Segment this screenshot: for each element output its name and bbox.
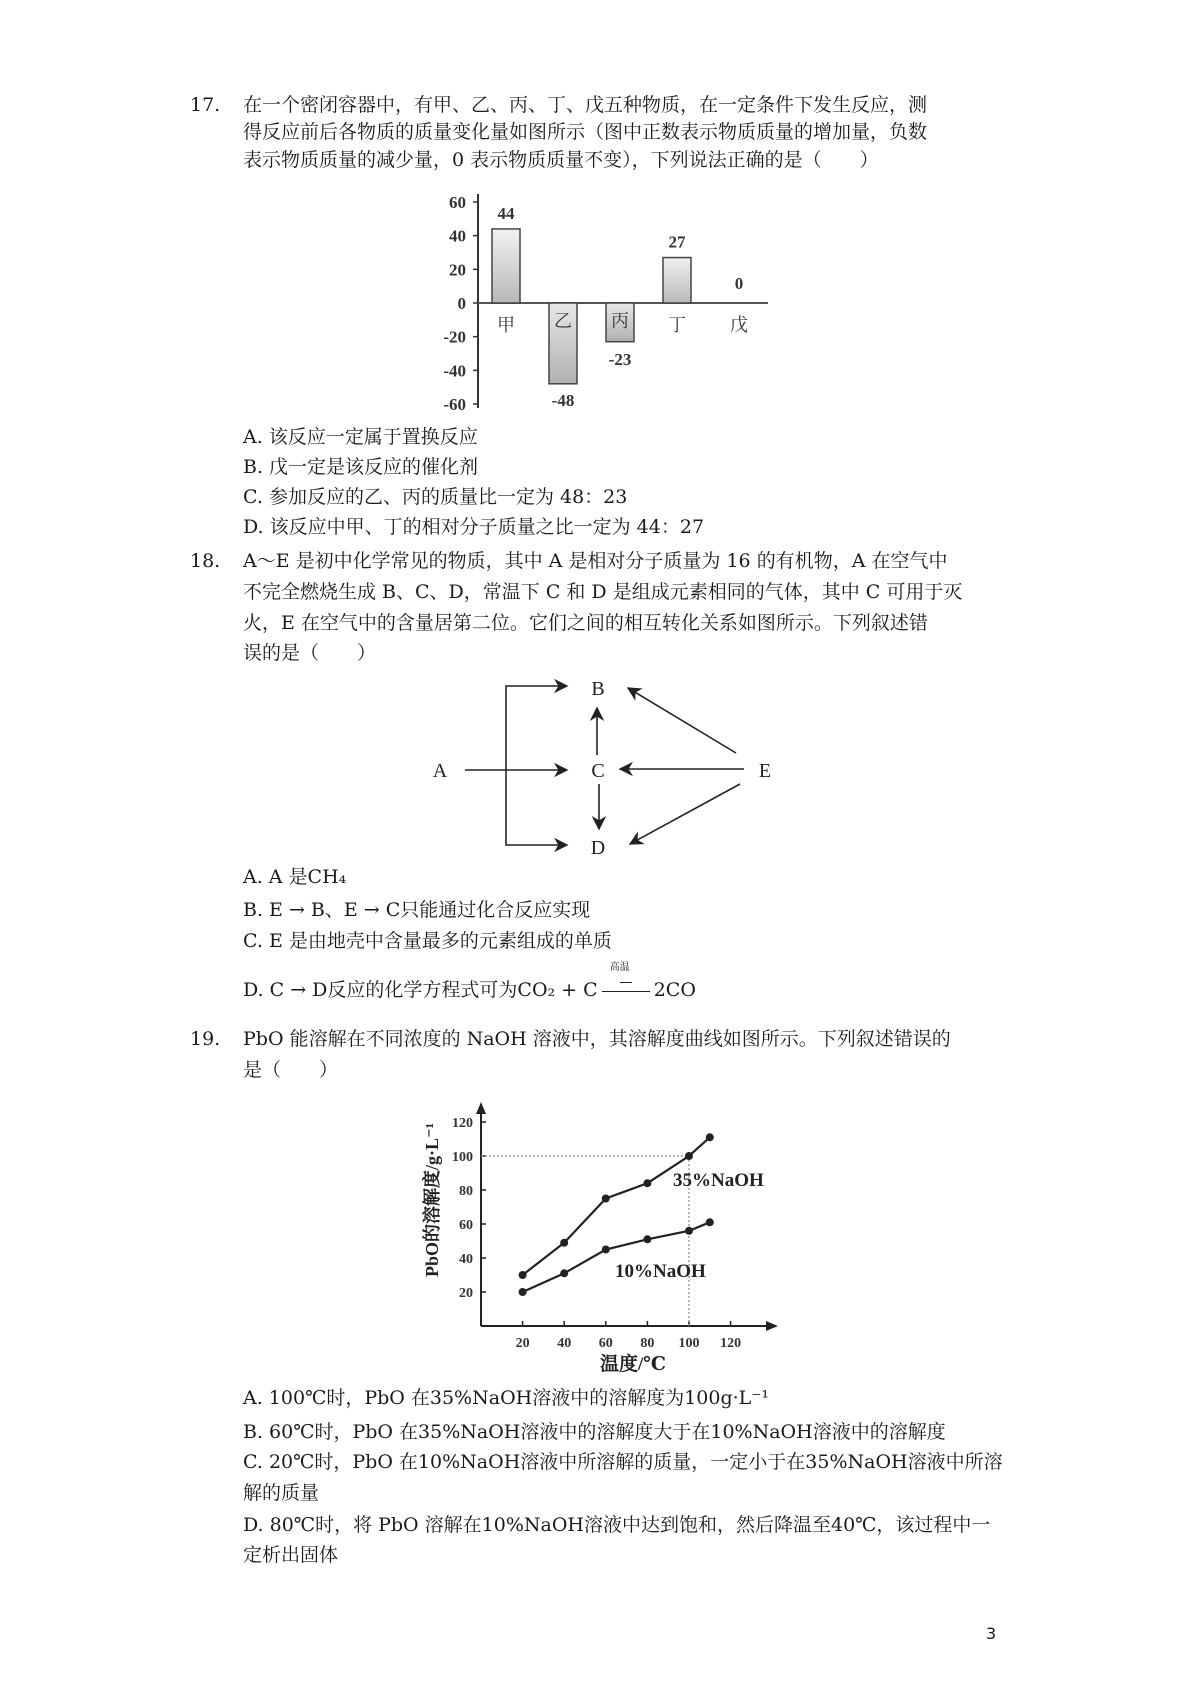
x-tick-label: 20 bbox=[515, 1336, 530, 1351]
question-text: 是（ ） bbox=[243, 1059, 339, 1081]
category-label: 丁 bbox=[668, 315, 686, 335]
node-d: D bbox=[590, 837, 606, 859]
option-c: C. 20℃时，PbO 在10%NaOH溶液中所溶解的质量，一定小于在35%NaOH溶液中所溶 bbox=[243, 1451, 1003, 1473]
node-b: B bbox=[591, 678, 605, 700]
data-point bbox=[519, 1288, 527, 1296]
x-tick-label: 80 bbox=[640, 1336, 655, 1351]
x-tick-label: 120 bbox=[720, 1336, 742, 1351]
data-point bbox=[602, 1195, 610, 1203]
question-text: A～E 是初中化学常见的物质，其中 A 是相对分子质量为 16 的有机物，A 在空气中 bbox=[243, 550, 948, 572]
data-label: 0 bbox=[734, 274, 744, 293]
question-text: 不完全燃烧生成 B、C、D，常温下 C 和 D 是组成元素相同的气体，其中 C 可用于灭 bbox=[243, 581, 963, 603]
x-tick-label: 40 bbox=[557, 1336, 572, 1351]
category-label: 乙 bbox=[554, 311, 572, 331]
option-a: A. A 是CH₄ bbox=[243, 866, 347, 888]
data-label: 44 bbox=[497, 203, 515, 223]
y-axis-arrow bbox=[476, 1102, 486, 1114]
y-tick-label: 60 bbox=[449, 193, 466, 212]
data-label: 27 bbox=[668, 232, 686, 252]
arrow-a-d bbox=[506, 770, 567, 845]
arrow-a-b bbox=[506, 686, 567, 770]
y-tick-label: 0 bbox=[457, 294, 466, 313]
data-point bbox=[643, 1179, 651, 1187]
y-tick-label: 80 bbox=[459, 1184, 473, 1199]
equation-product: 2CO bbox=[653, 979, 696, 1001]
conversion-diagram bbox=[0, 665, 1200, 885]
question-text: 得反应前后各物质的质量变化量如图所示（图中正数表示物质质量的增加量，负数 bbox=[243, 121, 928, 143]
question-text: PbO 能溶解在不同浓度的 NaOH 溶液中，其溶解度曲线如图所示。下列叙述错误的 bbox=[243, 1028, 951, 1050]
question-text: 误的是（ ） bbox=[243, 642, 377, 664]
y-tick-label: 20 bbox=[449, 260, 466, 280]
option-d: D. 80℃时，将 PbO 溶解在10%NaOH溶液中达到饱和，然后降温至40℃，该过程中一 bbox=[243, 1514, 991, 1536]
data-point bbox=[602, 1246, 610, 1254]
y-tick-label: 120 bbox=[452, 1116, 473, 1131]
y-tick-label: -60 bbox=[443, 395, 466, 414]
solubility-line-chart bbox=[0, 1090, 1200, 1380]
data-point bbox=[706, 1218, 714, 1226]
question-number: 19. bbox=[190, 1028, 221, 1050]
option-d: D. 该反应中甲、丁的相对分子质量之比一定为 44：27 bbox=[243, 516, 705, 538]
bar-丁 bbox=[663, 258, 691, 303]
data-point bbox=[519, 1271, 527, 1279]
category-label: 戊 bbox=[730, 315, 748, 335]
bar-甲 bbox=[492, 229, 520, 303]
y-tick-label: 20 bbox=[459, 1286, 473, 1301]
series-label: 35%NaOH bbox=[673, 1170, 764, 1191]
option-b: B. 60℃时，PbO 在35%NaOH溶液中的溶解度大于在10%NaOH溶液中的溶解度 bbox=[243, 1421, 946, 1443]
data-label: -23 bbox=[608, 350, 632, 369]
y-tick-label: 100 bbox=[452, 1150, 473, 1165]
y-tick-label: 40 bbox=[449, 226, 466, 246]
option-a: A. 100℃时，PbO 在35%NaOH溶液中的溶解度为100g·L⁻¹ bbox=[243, 1387, 769, 1409]
category-label: 甲 bbox=[497, 315, 515, 335]
y-tick-label: -20 bbox=[443, 327, 466, 347]
data-point bbox=[560, 1239, 568, 1247]
page-number: 3 bbox=[986, 1624, 997, 1643]
node-e: E bbox=[758, 760, 772, 782]
data-point bbox=[560, 1269, 568, 1277]
equation-sign bbox=[598, 962, 654, 1004]
category-label: 丙 bbox=[611, 311, 629, 331]
option-b: B. E → B、E → C只能通过化合反应实现 bbox=[243, 899, 591, 921]
data-point bbox=[685, 1227, 693, 1235]
reaction-condition: 高温 bbox=[609, 962, 630, 973]
node-a: A bbox=[432, 760, 448, 782]
y-axis-label: PbO的溶解度/g·L⁻¹ bbox=[422, 1123, 442, 1277]
option-d bbox=[243, 962, 696, 1004]
data-point bbox=[643, 1235, 651, 1243]
option-a: A. 该反应一定属于置换反应 bbox=[243, 426, 478, 448]
option-c-continued: 解的质量 bbox=[243, 1482, 320, 1504]
question-number: 18. bbox=[190, 550, 221, 572]
option-c: C. 参加反应的乙、丙的质量比一定为 48：23 bbox=[243, 486, 628, 508]
option-d-continued: 定析出固体 bbox=[243, 1544, 339, 1566]
option-c: C. E 是由地壳中含量最多的元素组成的单质 bbox=[243, 930, 612, 952]
node-c: C bbox=[591, 760, 605, 782]
y-tick-label: 60 bbox=[459, 1218, 473, 1233]
option-d-text: D. C → D反应的化学方程式可为CO₂ + C bbox=[243, 979, 598, 1001]
x-tick-label: 100 bbox=[678, 1336, 700, 1351]
y-tick-label: 40 bbox=[459, 1252, 473, 1267]
question-text: 火，E 在空气中的含量居第二位。它们之间的相互转化关系如图所示。下列叙述错 bbox=[243, 612, 928, 634]
data-point bbox=[685, 1152, 693, 1160]
series-label: 10%NaOH bbox=[615, 1261, 706, 1282]
question-number: 17. bbox=[190, 94, 221, 116]
arrow-e-d bbox=[630, 784, 740, 844]
x-tick-label: 60 bbox=[598, 1336, 613, 1351]
data-point bbox=[706, 1133, 714, 1141]
question-text: 表示物质质量的减少量，0 表示物质质量不变），下列说法正确的是（ ） bbox=[243, 149, 879, 171]
option-b: B. 戊一定是该反应的催化剂 bbox=[243, 456, 479, 478]
bar-chart bbox=[0, 180, 1200, 420]
question-text: 在一个密闭容器中，有甲、乙、丙、丁、戊五种物质，在一定条件下发生反应，测 bbox=[243, 94, 928, 116]
series-line-35%NaOH bbox=[523, 1137, 710, 1275]
x-axis-arrow bbox=[766, 1321, 778, 1331]
data-label: -48 bbox=[551, 390, 575, 410]
x-axis-label: 温度/℃ bbox=[599, 1354, 667, 1375]
arrow-e-b bbox=[628, 688, 736, 753]
y-tick-label: -40 bbox=[443, 361, 466, 381]
